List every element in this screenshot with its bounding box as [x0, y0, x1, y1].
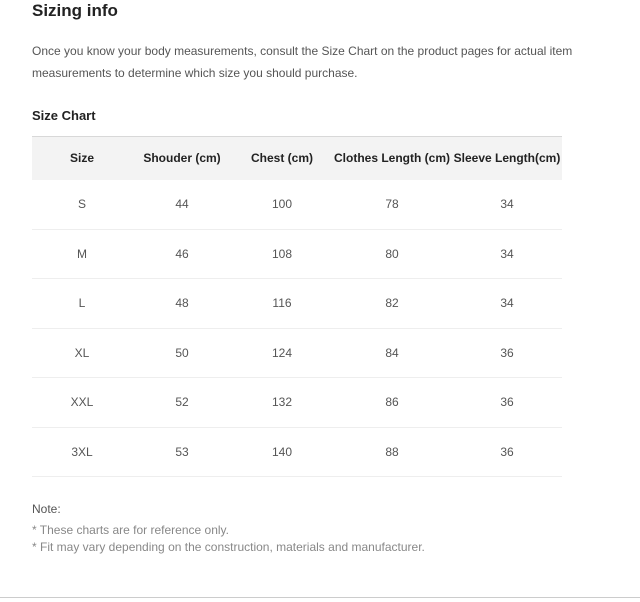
table-cell: M — [77, 246, 87, 261]
table-cell: 132 — [271, 395, 293, 410]
column-header: Size — [69, 151, 94, 166]
note-item: * Fit may vary depending on the construction, materials and manufacturer. — [32, 540, 425, 554]
table-cell: 50 — [175, 345, 189, 360]
bottom-divider — [0, 597, 640, 598]
table-cell: L — [78, 296, 86, 311]
note-item: * These charts are for reference only. — [32, 523, 229, 537]
intro-text: Once you know your body measurements, consult the Size Chart on the product pages for actual item measurements to determine which size you should purchase. — [32, 44, 573, 80]
column-header: Sleeve Length(cm) — [453, 151, 561, 166]
column-header: Shouder (cm) — [143, 151, 221, 166]
table-row — [32, 279, 562, 329]
table-cell: S — [77, 197, 86, 211]
page-title: Sizing info — [32, 1, 118, 20]
table-row — [32, 378, 562, 428]
table-header-row — [32, 137, 562, 180]
column-header: Clothes Length (cm) — [334, 151, 450, 166]
table-cell: 116 — [272, 296, 292, 311]
table-cell: 86 — [385, 395, 399, 410]
table-row — [32, 229, 562, 279]
table-cell: 36 — [500, 345, 514, 360]
size-chart-table — [32, 136, 562, 477]
table-cell: 140 — [271, 444, 293, 459]
table-cell: 82 — [385, 296, 399, 311]
table-cell: 88 — [385, 444, 399, 459]
table-row — [32, 180, 562, 230]
table-row — [32, 328, 562, 378]
table-cell: 124 — [271, 345, 293, 360]
table-cell: 80 — [385, 246, 399, 261]
table-cell: 84 — [385, 345, 399, 360]
table-row — [32, 427, 562, 477]
table-cell: 36 — [500, 395, 514, 410]
table-cell: XXL — [70, 395, 94, 410]
table-cell: 108 — [271, 246, 293, 261]
table-cell: 34 — [500, 246, 514, 261]
table-cell: 34 — [500, 296, 514, 311]
table-cell: 44 — [175, 197, 189, 211]
note-heading: Note: — [32, 502, 61, 516]
table-cell: XL — [74, 345, 90, 360]
column-header: Chest (cm) — [250, 151, 313, 166]
table-cell: 53 — [175, 444, 189, 459]
table-cell: 46 — [175, 246, 189, 261]
table-cell: 100 — [271, 197, 293, 211]
section-title: Size Chart — [32, 108, 96, 123]
table-cell: 52 — [175, 395, 189, 410]
table-cell: 78 — [385, 197, 399, 211]
notes-list — [32, 522, 425, 556]
table-cell: 3XL — [71, 444, 93, 459]
table-cell: 34 — [500, 197, 514, 211]
table-cell: 36 — [500, 444, 514, 459]
table-cell: 48 — [175, 296, 189, 311]
